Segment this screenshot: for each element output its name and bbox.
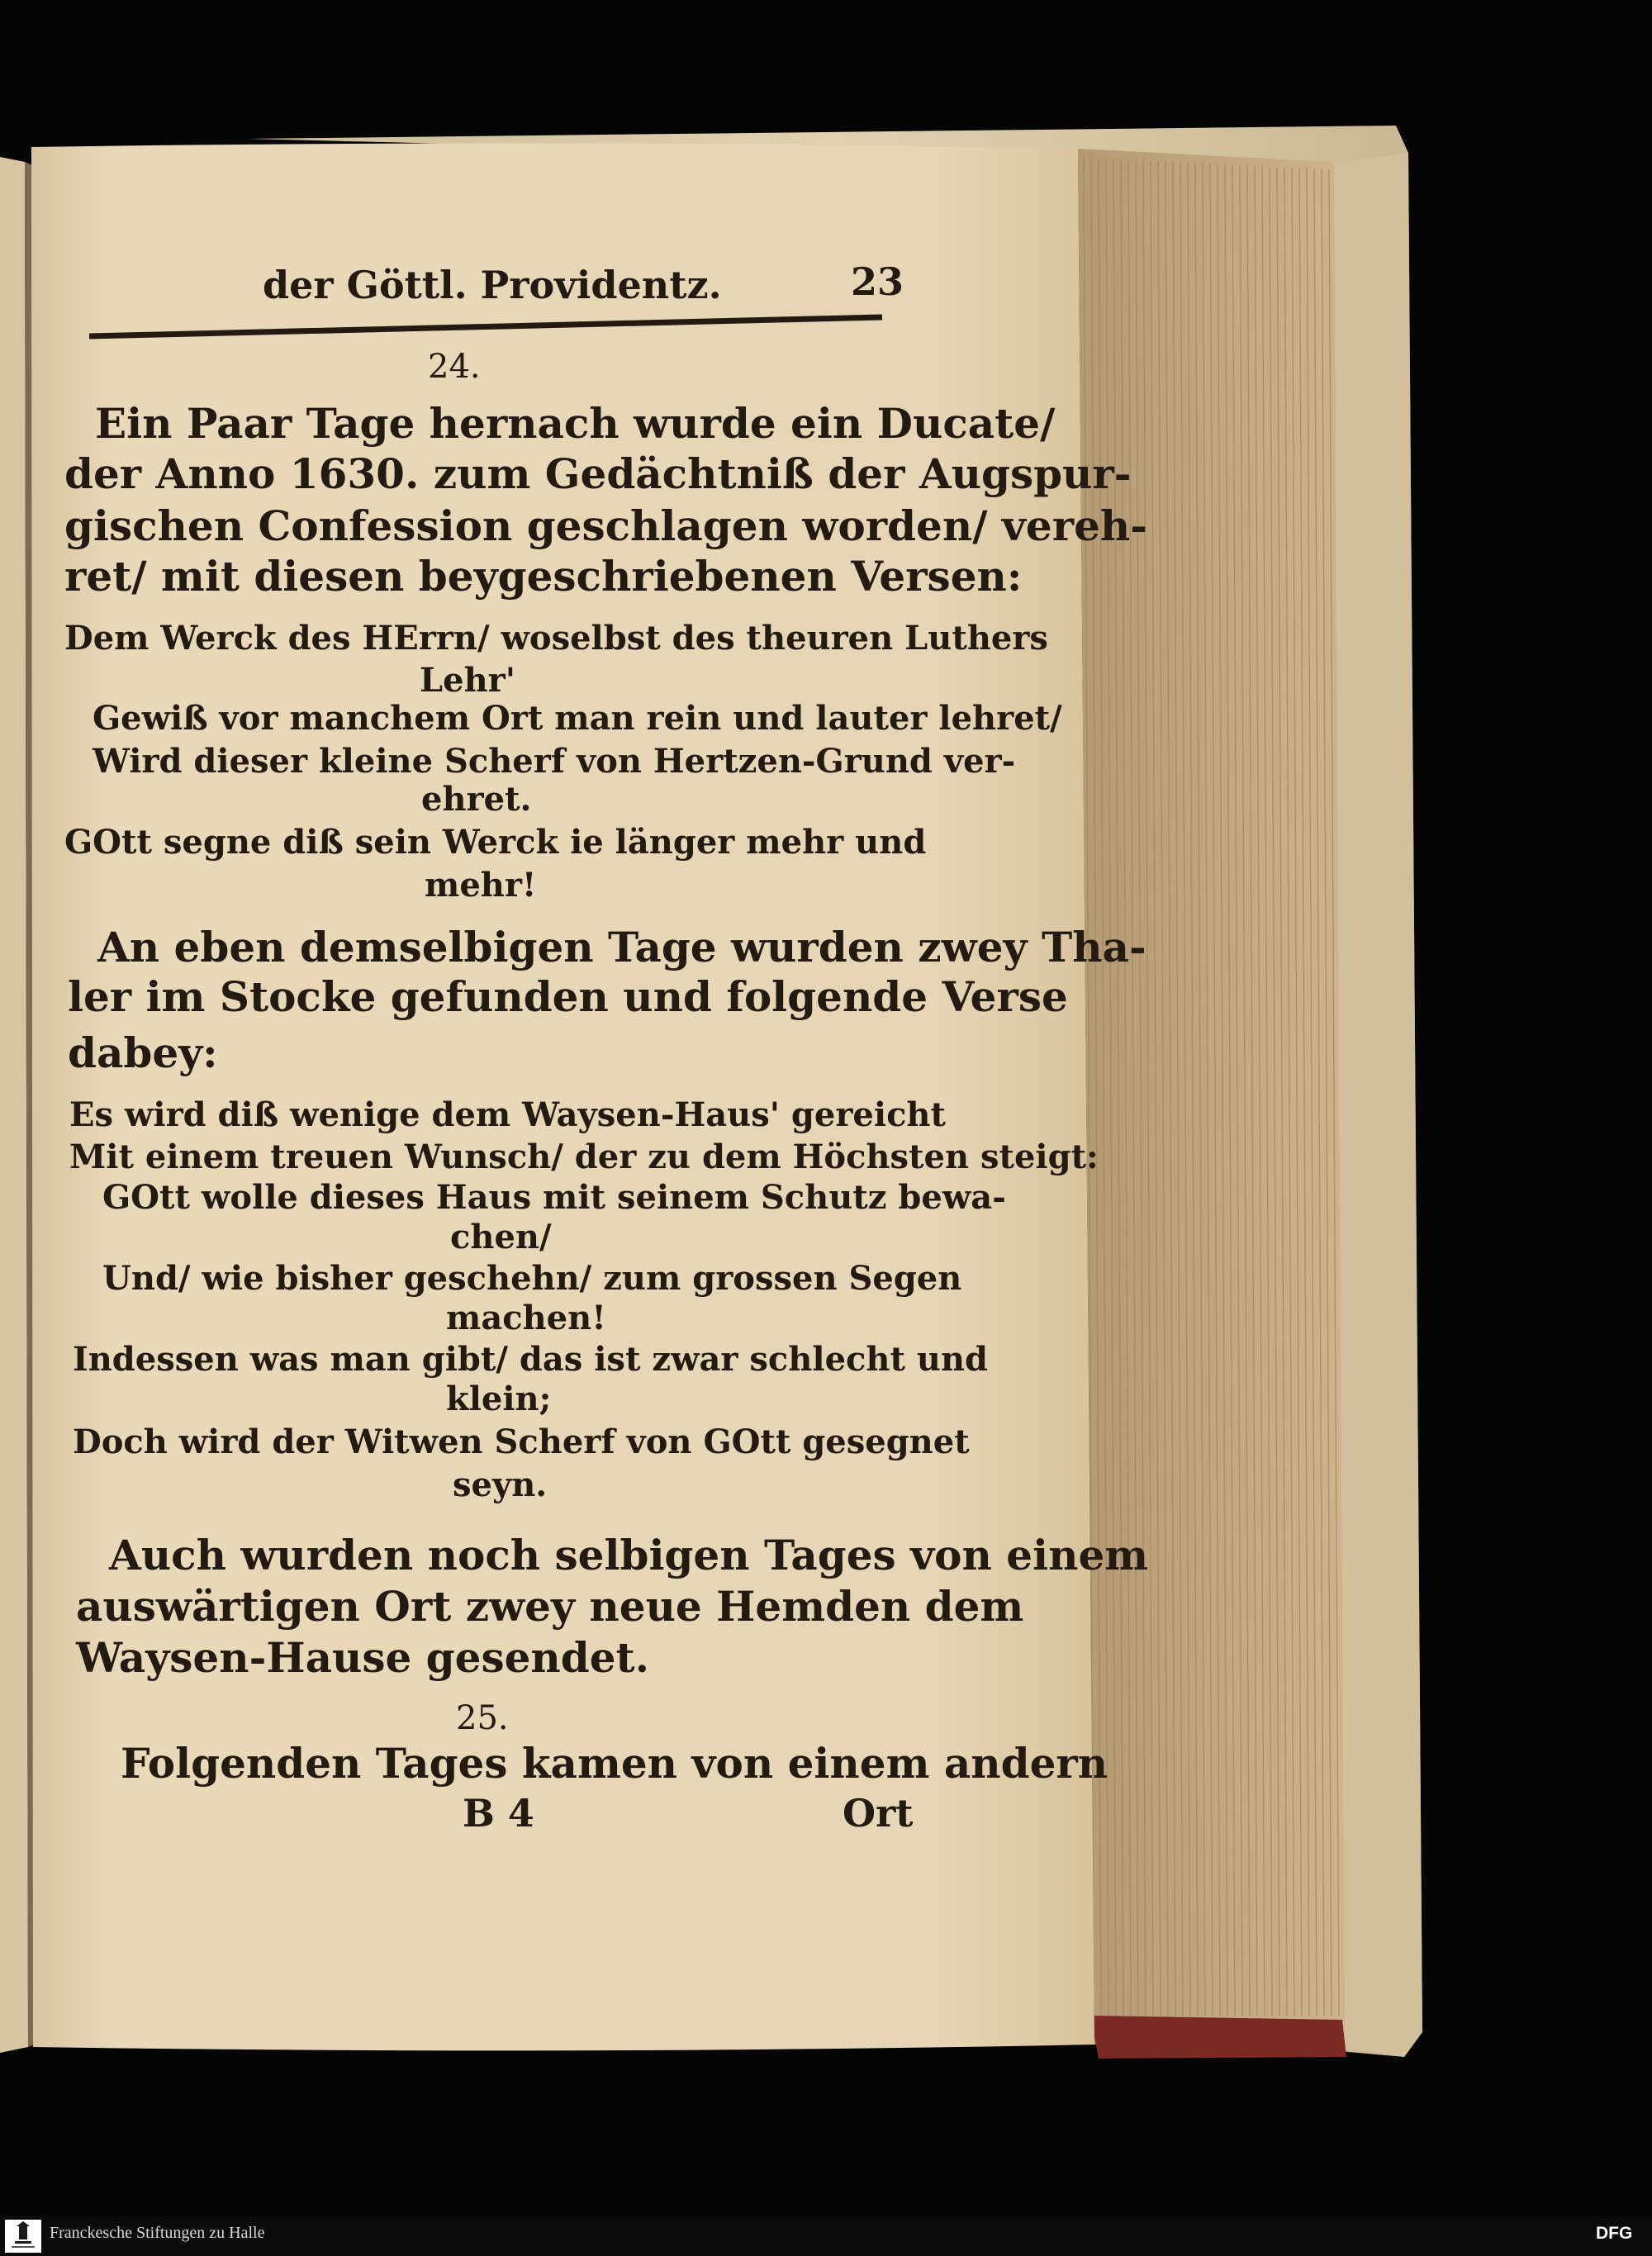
- footer-dfg-logo: DFG: [1596, 2224, 1633, 2243]
- verse-line: ehret.: [421, 780, 532, 819]
- paragraph-line: ret/ mit diesen beygeschriebenen Versen:: [64, 552, 1023, 601]
- paragraph-line: Folgenden Tages kamen von einem andern: [121, 1739, 1108, 1788]
- verse-line: seyn.: [453, 1465, 548, 1504]
- verse-line: chen/: [450, 1218, 552, 1256]
- paragraph-line: ler im Stocke gefunden und folgende Verse: [68, 972, 1068, 1021]
- paragraph-line: Auch wurden noch selbigen Tages von einem: [109, 1531, 1149, 1579]
- paragraph-line: An eben demselbigen Tage wurden zwey Tha-: [97, 923, 1146, 971]
- verse-line: mehr!: [425, 866, 537, 905]
- catchword: Ort: [843, 1791, 914, 1836]
- section-number: 24.: [428, 348, 481, 386]
- verse-line: GOtt segne diß sein Werck ie länger mehr und: [64, 823, 927, 862]
- paragraph-line: gischen Confession geschlagen worden/ vereh-: [64, 501, 1147, 550]
- verse-line: Wird dieser kleine Scherf von Hertzen-Grund ver-: [93, 742, 1016, 781]
- institution-logo-icon: [5, 2220, 41, 2253]
- verse-line: klein;: [446, 1380, 552, 1418]
- verse-line: Mit einem treuen Wunsch/ der zu dem Höchsten steigt:: [69, 1137, 1099, 1176]
- verse-line: Dem Werck des HErrn/ woselbst des theuren Luthers: [64, 619, 1048, 658]
- footer-institution: Franckesche Stiftungen zu Halle: [50, 2224, 265, 2242]
- verse-line: Und/ wie bisher geschehn/ zum grossen Segen: [102, 1259, 962, 1298]
- section-number: 25.: [456, 1699, 509, 1737]
- signature-mark: B 4: [463, 1791, 534, 1836]
- verse-line: machen!: [446, 1299, 606, 1337]
- paragraph-line: der Anno 1630. zum Gedächtniß der Augspur-: [64, 449, 1132, 498]
- verse-line: Gewiß vor manchem Ort man rein und lauter lehret/: [93, 699, 1062, 738]
- running-head: der Göttl. Providentz.: [263, 263, 722, 307]
- verse-line: Doch wird der Witwen Scherf von GOtt gesegnet: [73, 1422, 970, 1461]
- paragraph-line: dabey:: [68, 1028, 218, 1077]
- paragraph-line: Waysen-Hause gesendet.: [76, 1633, 650, 1682]
- verse-line: GOtt wolle dieses Haus mit seinem Schutz bewa-: [102, 1178, 1006, 1217]
- paragraph-line: auswärtigen Ort zwey neue Hemden dem: [76, 1582, 1024, 1631]
- paragraph-line: Ein Paar Tage hernach wurde ein Ducate/: [95, 399, 1056, 448]
- verse-line: Es wird diß wenige dem Waysen-Haus' gereicht: [69, 1095, 946, 1134]
- verse-line: Lehr': [420, 661, 515, 700]
- verse-line: Indessen was man gibt/ das ist zwar schlecht und: [73, 1340, 988, 1379]
- page-number: 23: [851, 259, 904, 304]
